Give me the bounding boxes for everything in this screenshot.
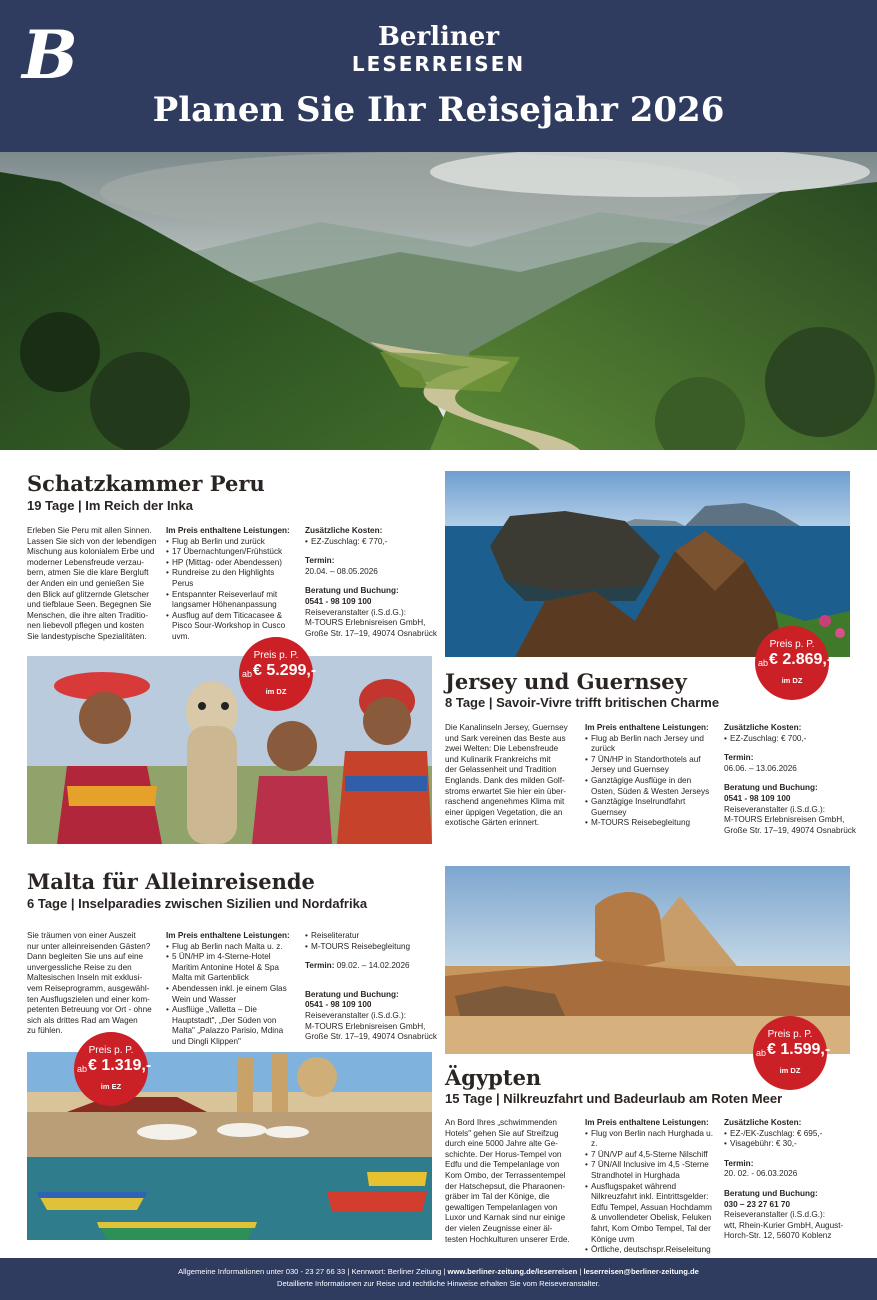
brand-subname: LESERREISEN bbox=[351, 52, 526, 76]
jersey-subtitle: 8 Tage | Savoir-Vivre trifft britischen Charme bbox=[445, 695, 720, 710]
footer-contact-line: Allgemeine Informationen unter 030 - 23 27 66 33 | Kennwort: Berliner Zeitung | www.berliner-zeitung.de/leserreisen | leserreisen@berliner-zeitung.de bbox=[178, 1267, 699, 1276]
website-link[interactable]: www.berliner-zeitung.de/leserreisen bbox=[447, 1267, 578, 1276]
list-item: • 5 ÜN/HP im 4-Sterne-Hotel Maritim Antonine Hotel & Spa Malta mit Gartenblick bbox=[166, 952, 299, 984]
malta-intro: Sie träumen von einer Auszeit nur unter alleinreisenden Gästen? Dann begleiten Sie uns auf eine unvergessliche Reise zu den Maltesischen Inseln mit exklusi- vem Reiseprogramm, ausgewähl- ten Ausflugszielen und einer kom- petenten Betreuung vor Ort - ohne sich als drittes Rad am Wagen zu fühlen. bbox=[27, 931, 152, 1036]
peru-details: Zusätzliche Kosten: • EZ-Zuschlag: € 770,- Termin: 20.04. – 08.05.2026 Beratung und Buchung: 0541 - 98 109 100 Reiseveranstalter (i.S.d.G.): M-TOURS Erlebnisreisen GmbH, Große Str. 17–19, 49074 Osnabrück bbox=[305, 526, 440, 639]
egypt-subtitle: 15 Tage | Nilkreuzfahrt und Badeurlaub am Roten Meer bbox=[445, 1091, 783, 1106]
jersey-title: Jersey und Guernsey bbox=[445, 669, 687, 694]
list-item: • Flug ab Berlin und zurück bbox=[166, 537, 296, 548]
jersey-price: € 2.869,- bbox=[769, 651, 833, 668]
list-item: • Flug von Berlin nach Hurghada u. z. bbox=[585, 1129, 718, 1150]
jersey-details: Zusätzliche Kosten: • EZ-Zuschlag: € 700,- Termin: 06.06. – 13.06.2026 Beratung und Buchung: 0541 - 98 109 100 Reiseveranstalter (i.S.d.G.): M-TOURS Erlebnisreisen GmbH, Große Str. 17–19, 49074 Osnabrück bbox=[724, 723, 864, 836]
phone-number: 0541 - 98 109 100 bbox=[305, 596, 372, 606]
peru-photo-children-alpaca bbox=[27, 656, 432, 844]
page-footer bbox=[0, 1258, 877, 1300]
jersey-price-badge: Preis p. P. ab € 2.869,- im DZ bbox=[755, 626, 829, 700]
list-item: • Entspannter Reiseverlauf mit langsamer Höhenanpassung bbox=[166, 590, 296, 611]
jersey-intro: Die Kanalinseln Jersey, Guernsey und Sark vereinen das Beste aus zwei Welten: Die Lebensfreude und Kulinarik Frankreichs mit der Gelassenheit und Tradition Englands. Dank des milden Golf- stroms erwartet Sie hier ein über- raschend angenehmes Klima mit einer üppigen Vegetation, die an exotische Gärten erinnert. bbox=[445, 723, 568, 828]
peru-included: Im Preis enthaltene Leistungen: • Flug ab Berlin und zurück • 17 Übernachtungen/Frühstück • HP (Mittag- oder Abendessen) • Rundreise zu den Highlights Perus • Entspannter Reiseverlauf mit langsamer Höhenanpassung • Ausflug auf dem Titicacasee & Pisco Sour-Workshop in Cusco uvm. bbox=[166, 526, 296, 643]
list-item: • Flug ab Berlin nach Jersey und zurück bbox=[585, 734, 715, 755]
brand-logo: B bbox=[22, 16, 78, 94]
egypt-price: € 1.599,- bbox=[767, 1041, 831, 1058]
peru-intro: Erleben Sie Peru mit allen Sinnen. Lassen Sie sich von der lebendigen Mischung aus kolonialem Erbe und moderner Lebensfreude verzau- bern, atmen Sie die klare Bergluft der Anden ein und genießen Sie den Blick auf glitzernde Gletscher und tiefblaue Seen. Begegnen Sie Menschen, die ihre alten Traditio- nen liebevoll pflegen und kosten Sie landestypische Spezialitäten. bbox=[27, 526, 157, 641]
list-item: • EZ-Zuschlag: € 770,- bbox=[305, 537, 440, 548]
peru-price: € 5.299,- bbox=[253, 662, 317, 679]
egypt-included: Im Preis enthaltene Leistungen: • Flug von Berlin nach Hurghada u. z. • 7 ÜN/VP auf 4,5-Sterne Nilschiff • 7 ÜN/All Inclusive im 4,5 -Sterne Strandhotel in Hurghada • Ausflugspaket während Nilkreuzfahrt inkl. Eintrittsgelder: Edfu Tempel, Assuan Hochdamm & unvollendeter Obelisk, Feluken fahrt, Kom Ombo Tempel, Tal der Könige uvm • Örtliche, deutschspr.Reiseleitung bbox=[585, 1118, 718, 1256]
list-item: • M-TOURS Reisebegleitung bbox=[305, 942, 440, 953]
list-item: • Flug ab Berlin nach Malta u. z. bbox=[166, 942, 299, 953]
list-item: • Örtliche, deutschspr.Reiseleitung bbox=[585, 1245, 718, 1256]
page-header bbox=[0, 0, 877, 152]
peru-price-badge: Preis p. P. ab € 5.299,- im DZ bbox=[239, 637, 313, 711]
peru-subtitle: 19 Tage | Im Reich der Inka bbox=[27, 498, 193, 513]
malta-details: • Reiseliteratur • M-TOURS Reisebegleitung Termin: 09.02. – 14.02.2026 Beratung und Buchung: 0541 - 98 109 100 Reiseveranstalter (i.S.d.G.): M-TOURS Erlebnisreisen GmbH, Große Str. 17–19, 49074 Osnabrück bbox=[305, 931, 440, 1043]
malta-subtitle: 6 Tage | Inselparadies zwischen Sizilien und Nordafrika bbox=[27, 896, 368, 911]
email-link[interactable]: leserreisen@berliner-zeitung.de bbox=[583, 1267, 699, 1276]
hero-image-peru-valley bbox=[0, 152, 877, 450]
list-item: • HP (Mittag- oder Abendessen) bbox=[166, 558, 296, 569]
egypt-price-badge: Preis p. P. ab € 1.599,- im DZ bbox=[753, 1016, 827, 1090]
phone-number: 030 – 23 27 61 70 bbox=[724, 1199, 791, 1209]
list-item: • 7 ÜN/HP in Standorthotels auf Jersey und Guernsey bbox=[585, 755, 715, 776]
egypt-title: Ägypten bbox=[445, 1065, 542, 1090]
malta-price: € 1.319,- bbox=[88, 1057, 152, 1074]
phone-number: 0541 - 98 109 100 bbox=[305, 1000, 372, 1010]
malta-price-badge: Preis p. P. ab € 1.319,- im EZ bbox=[74, 1032, 148, 1106]
list-item: • M-TOURS Reisebegleitung bbox=[585, 818, 715, 829]
list-item: • EZ-Zuschlag: € 700,- bbox=[724, 734, 864, 745]
list-item: • Abendessen inkl. je einem Glas Wein und Wasser bbox=[166, 984, 299, 1005]
list-item: • Rundreise zu den Highlights Perus bbox=[166, 568, 296, 589]
malta-included: Im Preis enthaltene Leistungen: • Flug ab Berlin nach Malta u. z. • 5 ÜN/HP im 4-Sterne-Hotel Maritim Antonine Hotel & Spa Malta mit Gartenblick • Abendessen inkl. je einem Glas Wein und Wasser • Ausflüge „Valletta – Die Hauptstadt", „Der Süden von Malta" „Palazzo Parisio, Mdina und Dingli Klippen" bbox=[166, 931, 299, 1048]
list-item: • Ausflugspaket während Nilkreuzfahrt inkl. Eintrittsgelder: Edfu Tempel, Assuan Hochdamm & unvollendeter Obelisk, Feluken fahrt, Kom Ombo Tempel, Tal der Könige uvm bbox=[585, 1182, 718, 1246]
list-item: • Ganztägige Inselrundfahrt Guernsey bbox=[585, 797, 715, 818]
list-item: • Ausflüge „Valletta – Die Hauptstadt", „Der Süden von Malta" „Palazzo Parisio, Mdina und Dingli Klippen" bbox=[166, 1005, 299, 1047]
list-item: • 17 Übernachtungen/Frühstück bbox=[166, 547, 296, 558]
list-item: • Visagebühr: € 30,- bbox=[724, 1139, 864, 1150]
list-item: • Ausflug auf dem Titicacasee & Pisco Sour-Workshop in Cusco uvm. bbox=[166, 611, 296, 643]
list-item: • 7 ÜN/All Inclusive im 4,5 -Sterne Strandhotel in Hurghada bbox=[585, 1160, 718, 1181]
egypt-details: Zusätzliche Kosten: • EZ-/EK-Zuschlag: € 695,- • Visagebühr: € 30,- Termin: 20. 02. - 06.03.2026 Beratung und Buchung: 030 – 23 27 61 70 Reiseveranstalter (i.S.d.G.): wtt, Rhein-Kurier GmbH, August- Horch-Str. 12, 56070 Koblenz bbox=[724, 1118, 864, 1242]
malta-title: Malta für Alleinreisende bbox=[27, 869, 315, 894]
list-item: • Reiseliteratur bbox=[305, 931, 440, 942]
jersey-included: Im Preis enthaltene Leistungen: • Flug ab Berlin nach Jersey und zurück • 7 ÜN/HP in Standorthotels auf Jersey und Guernsey • Ganztägige Ausflüge in den Osten, Süden & Westen Jerseys • Ganztägige Inselrundfahrt Guernsey • M-TOURS Reisebegleitung bbox=[585, 723, 715, 829]
peru-title: Schatzkammer Peru bbox=[27, 471, 265, 496]
footer-disclaimer: Detaillierte Informationen zur Reise und rechtliche Hinweise erhalten Sie vom Reiseveranstalter. bbox=[277, 1279, 600, 1288]
brand-name: Berliner bbox=[377, 22, 500, 52]
list-item: • 7 ÜN/VP auf 4,5-Sterne Nilschiff bbox=[585, 1150, 718, 1161]
list-item: • Ganztägige Ausflüge in den Osten, Süden & Westen Jerseys bbox=[585, 776, 715, 797]
page-headline: Planen Sie Ihr Reisejahr 2026 bbox=[152, 90, 725, 130]
phone-number: 0541 - 98 109 100 bbox=[724, 793, 791, 803]
list-item: • EZ-/EK-Zuschlag: € 695,- bbox=[724, 1129, 864, 1140]
egypt-intro: An Bord Ihres „schwimmenden Hotels" gehen Sie auf Streifzug durch eine 5000 Jahre alte Ge- schichte. Der Horus-Tempel von Edfu und die Tempelanlage von Kom Ombo, der Terrassentempel der Hatschepsut, die Pharaonen- gräber im Tal der Könige, die gewaltigen Tempelanlagen von Luxor und Karnak sind nur einige der vielen Zeugnisse einer äl- testen Hochkulturen unserer Erde. bbox=[445, 1118, 570, 1244]
